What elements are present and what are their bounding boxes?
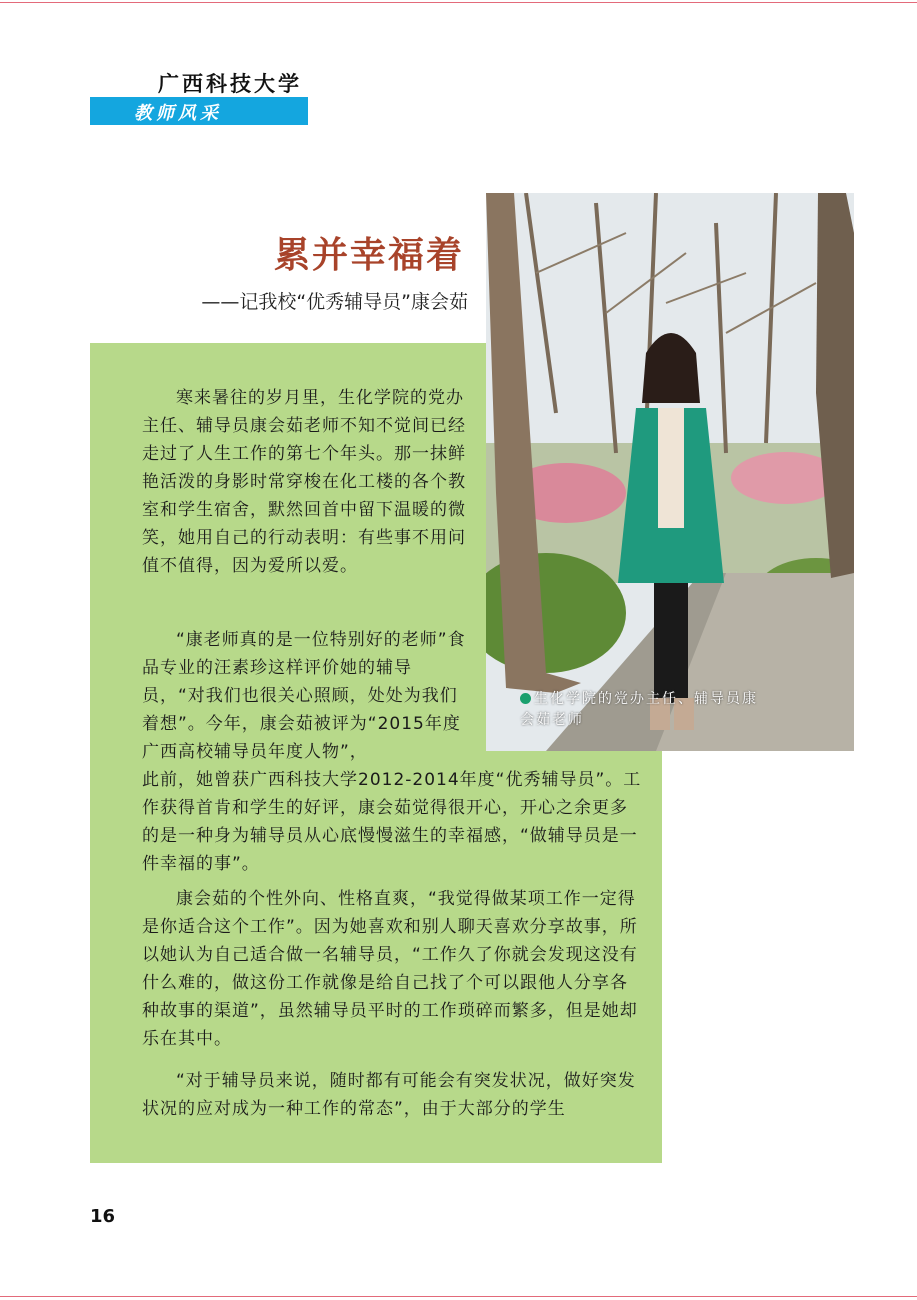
caption-bullet-icon [520, 693, 531, 704]
article-title: 累并幸福着 [273, 234, 464, 276]
article-paragraph-2: “康老师真的是一位特别好的老师”食品专业的汪素珍这样评价她的辅导员，“对我们也很关心照顾，处处为我们着想”。今年，康会茹被评为“2015年度广西高校辅导员年度人物”， [142, 630, 466, 762]
article-subtitle: ——记我校“优秀辅导员”康会茹 [201, 291, 468, 313]
masthead-section-label: 教师风采 [134, 103, 222, 124]
top-rule [0, 2, 917, 3]
bottom-rule [0, 1296, 917, 1297]
park-scene-illustration [486, 193, 854, 751]
page-number: 16 [90, 1206, 116, 1227]
article-paragraph-3: 此前，她曾获广西科技大学2012-2014年度“优秀辅导员”。工作获得首肯和学生的好评，康会茹觉得很开心，开心之余更多的是一种身为辅导员从心底慢慢滋生的幸福感，“做辅导员是一件幸福的事”。 [142, 770, 642, 874]
teacher-photo [486, 193, 854, 751]
article-paragraph-5: “对于辅导员来说，随时都有可能会有突发状况，做好突发状况的应对成为一种工作的常态”，由于大部分的学生 [142, 1071, 636, 1119]
photo-caption [520, 689, 770, 731]
masthead-university: 广西科技大学 [158, 72, 302, 96]
article-paragraph-1: 寒来暑往的岁月里，生化学院的党办主任、辅导员康会茹老师不知不觉间已经走过了人生工作的第七个年头。那一抹鲜艳活泼的身影时常穿梭在化工楼的各个教室和学生宿舍，默然回首中留下温暖的微笑，她用自己的行动表明：有些事不用问值不值得，因为爱所以爱。 [142, 388, 466, 576]
article-paragraph-4: 康会茹的个性外向、性格直爽，“我觉得做某项工作一定得是你适合这个工作”。因为她喜欢和别人聊天喜欢分享故事，所以她认为自己适合做一名辅导员，“工作久了你就会发现这没有什么难的，做这份工作就像是给自己找了个可以跟他人分享各种故事的渠道”，虽然辅导员平时的工作琐碎而繁多，但是她却乐在其中。 [142, 889, 638, 1049]
photo-caption-text: 生化学院的党办主任、辅导员康会茹老师 [520, 691, 758, 728]
